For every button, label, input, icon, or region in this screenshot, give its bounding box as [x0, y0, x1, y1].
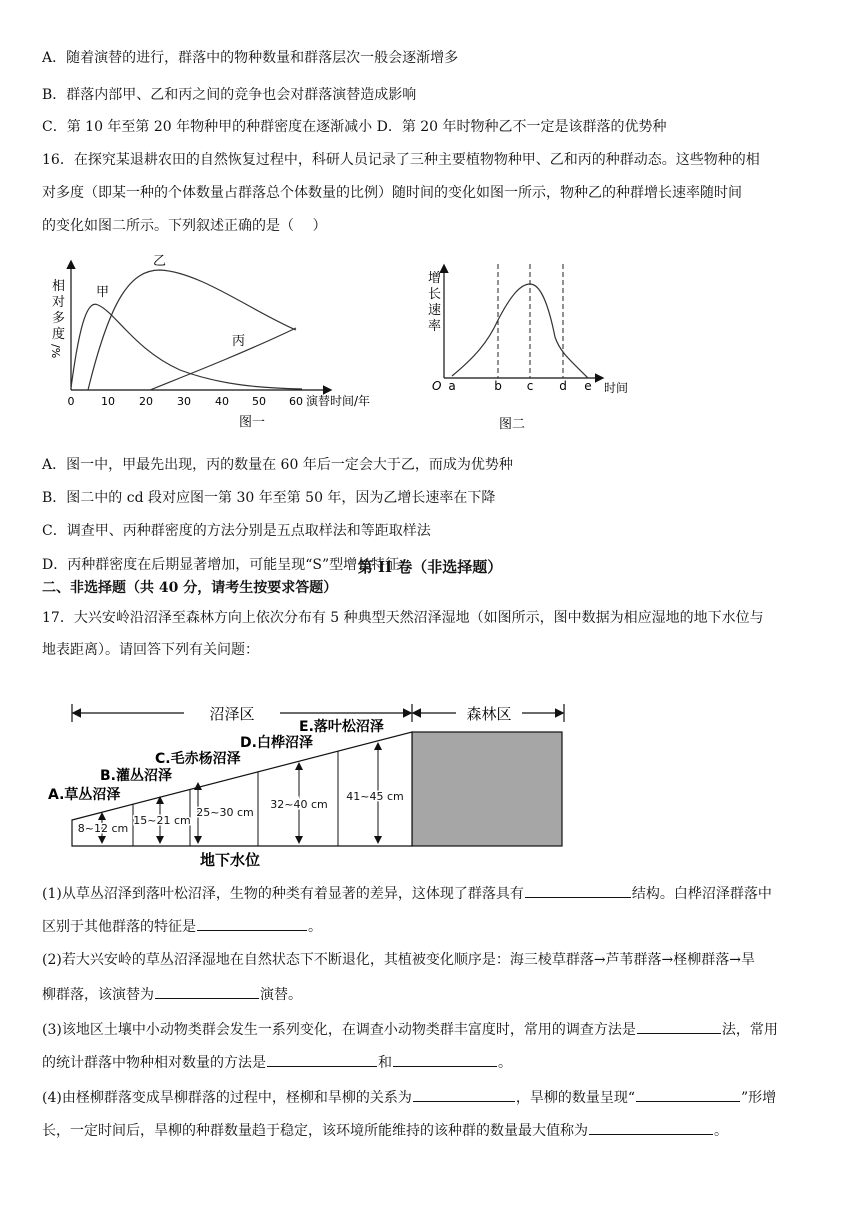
fig1-xtick: 10	[101, 395, 115, 408]
depth-label-c: 25~30 cm	[196, 806, 254, 819]
q17-sub1-text: 。	[308, 919, 322, 935]
figure-two	[420, 262, 640, 440]
fig1-xtick: 20	[139, 395, 153, 408]
q16-option-d: D．丙种群密度在后期显著增加，可能呈现“S”型增长特征	[42, 557, 400, 573]
q17-stem-line1: 17．大兴安岭沿沼泽至森林方向上依次分布有 5 种典型天然沼泽湿地（如图所示，图中数据为相应湿地的地下水位与	[42, 610, 764, 626]
fig1-ylabel-char: 对	[52, 295, 66, 310]
depth-label-a: 8~12 cm	[77, 822, 129, 835]
answer-blank[interactable]	[267, 1051, 377, 1067]
q15-option-a: A．随着演替的进行，群落中的物种数量和群落层次一般会逐渐增多	[42, 50, 459, 66]
q17-sub4-text: (4)由柽柳群落变成旱柳群落的过程中，柽柳和旱柳的关系为	[42, 1090, 412, 1106]
fig1-xlabel: 演替时间/年	[306, 394, 371, 408]
q16-stem-line2: 对多度（即某一种的个体数量占群落总个体数量的比例）随时间的变化如图一所示，物种乙的种群增长速率随时间	[42, 185, 742, 201]
fig1-xtick: 60	[289, 395, 303, 408]
fig1-xtick: 30	[177, 395, 191, 408]
q17-sub2-text: 柳群落，该演替为	[42, 987, 154, 1003]
answer-blank[interactable]	[393, 1051, 497, 1067]
q17-sub3-text: 法，常用	[721, 1022, 778, 1038]
answer-blank[interactable]	[637, 1018, 721, 1034]
q17-sub3-line1	[42, 1018, 778, 1040]
fig1-ylabel-char: /%	[49, 344, 62, 359]
wetland-label-c: C.毛赤杨沼泽	[155, 751, 241, 767]
q15-option-cd: C．第 10 年至第 20 年物种甲的种群密度在逐渐减小 D．第 20 年时物种乙不一定是该群落的优势种	[42, 119, 667, 135]
fig2-ylabel-char: 长	[428, 287, 442, 302]
marsh-zone-label: 沼泽区	[209, 705, 255, 723]
fig1-label-bing: 丙	[232, 334, 246, 349]
q17-sub4-line1	[42, 1086, 776, 1108]
fig1-xtick: 0	[67, 395, 75, 408]
wetland-label-d: D.白桦沼泽	[240, 735, 313, 751]
q17-sub4-line2	[42, 1119, 728, 1141]
fig1-xtick: 50	[252, 395, 266, 408]
fig1-curve-jia	[71, 304, 302, 389]
q17-sub3-text: 的统计群落中物种相对数量的方法是	[42, 1055, 266, 1071]
fig1-ylabel-char: 多	[52, 311, 66, 326]
fig1-xtick: 40	[215, 395, 229, 408]
fig1-ylabel-char: 度	[52, 327, 66, 342]
answer-blank[interactable]	[413, 1086, 515, 1102]
answer-blank[interactable]	[589, 1119, 713, 1135]
q16-option-b: B．图二中的 cd 段对应图一第 30 年至第 50 年，因为乙增长速率在下降	[42, 490, 496, 506]
q17-sub4-text: ，旱柳的数量呈现“	[515, 1090, 636, 1106]
q17-sub1-line2	[42, 915, 322, 937]
part-two-subheading: 二、非选择题（共 40 分，请考生按要求答题）	[42, 580, 338, 596]
q17-sub1-text: (1)从草丛沼泽到落叶松沼泽，生物的种类有着显著的差异，这体现了群落具有	[42, 886, 524, 902]
forest-block	[412, 732, 562, 846]
q17-sub2-line1: (2)若大兴安岭的草丛沼泽湿地在自然状态下不断退化，其植被变化顺序是：海三棱草群落→芦苇群落→柽柳群落→旱	[42, 952, 756, 968]
q17-sub1-text: 结构。白桦沼泽群落中	[631, 886, 772, 902]
figure-one	[40, 250, 400, 440]
fig2-xtick: b	[494, 379, 502, 393]
q17-stem-line2: 地表距离）。请回答下列有关问题：	[42, 642, 259, 658]
fig2-ylabel-char: 速	[428, 303, 442, 318]
fig1-label-yi: 乙	[153, 254, 167, 269]
answer-blank[interactable]	[636, 1086, 740, 1102]
q16-option-a: A．图一中，甲最先出现，丙的数量在 60 年后一定会大于乙，而成为优势种	[42, 457, 513, 473]
q16-stem-line3: 的变化如图二所示。下列叙述正确的是（ ）	[42, 218, 327, 234]
q17-sub4-text: 。	[714, 1123, 728, 1139]
fig2-xtick: d	[559, 379, 567, 393]
fig1-curve-yi	[88, 270, 296, 390]
fig1-label-jia: 甲	[96, 285, 110, 300]
answer-blank[interactable]	[155, 983, 259, 999]
fig1-caption: 图一	[238, 415, 266, 430]
q17-sub2-line2	[42, 983, 302, 1005]
wetland-label-e: E.落叶松沼泽	[299, 719, 384, 735]
groundwater-label: 地下水位	[199, 851, 261, 869]
fig1-curve-bing	[150, 328, 296, 390]
wetland-label-a: A.草丛沼泽	[48, 787, 121, 803]
q17-sub1-line1	[42, 882, 772, 904]
forest-zone-label: 森林区	[466, 705, 512, 723]
fig2-xlabel: 时间	[604, 381, 629, 395]
part-two-heading: 第 II 卷（非选择题）	[357, 558, 503, 576]
answer-blank[interactable]	[525, 882, 631, 898]
q17-sub3-line2	[42, 1051, 512, 1073]
q17-sub2-text: 演替。	[260, 987, 302, 1003]
fig2-xtick: e	[584, 379, 592, 393]
fig2-xtick: c	[526, 379, 534, 393]
fig2-origin: O	[432, 379, 442, 393]
fig2-xtick: a	[448, 379, 456, 393]
depth-label-b: 15~21 cm	[133, 814, 191, 827]
wetland-label-b: B.灌丛沼泽	[100, 768, 172, 784]
q17-sub3-text: 和	[378, 1055, 392, 1071]
q16-option-c: C．调查甲、丙种群密度的方法分别是五点取样法和等距取样法	[42, 523, 431, 539]
depth-label-d: 32~40 cm	[270, 798, 328, 811]
q17-sub3-text: (3)该地区土壤中小动物类群会发生一系列变化，在调查小动物类群丰富度时，常用的调查方法是	[42, 1022, 636, 1038]
fig2-ylabel-char: 增	[428, 271, 442, 286]
answer-blank[interactable]	[197, 915, 307, 931]
q17-sub1-text: 区别于其他群落的特征是	[42, 919, 196, 935]
q15-option-b: B．群落内部甲、乙和丙之间的竞争也会对群落演替造成影响	[42, 87, 417, 103]
q17-sub4-text: 长，一定时间后，旱柳的种群数量趋于稳定，该环境所能维持的该种群的数量最大值称为	[42, 1123, 588, 1139]
fig1-ylabel-char: 相	[52, 279, 66, 294]
q17-sub3-text: 。	[498, 1055, 512, 1071]
depth-label-e: 41~45 cm	[346, 790, 404, 803]
q17-sub4-text: ”形增	[741, 1090, 777, 1106]
fig2-caption: 图二	[498, 417, 526, 432]
q16-stem-line1: 16．在探究某退耕农田的自然恢复过程中，科研人员记录了三种主要植物物种甲、乙和丙的种群动态。这些物种的相	[42, 152, 760, 168]
fig2-growth-curve	[452, 284, 588, 378]
fig2-ylabel-char: 率	[428, 319, 442, 334]
wetland-diagram	[44, 698, 584, 874]
